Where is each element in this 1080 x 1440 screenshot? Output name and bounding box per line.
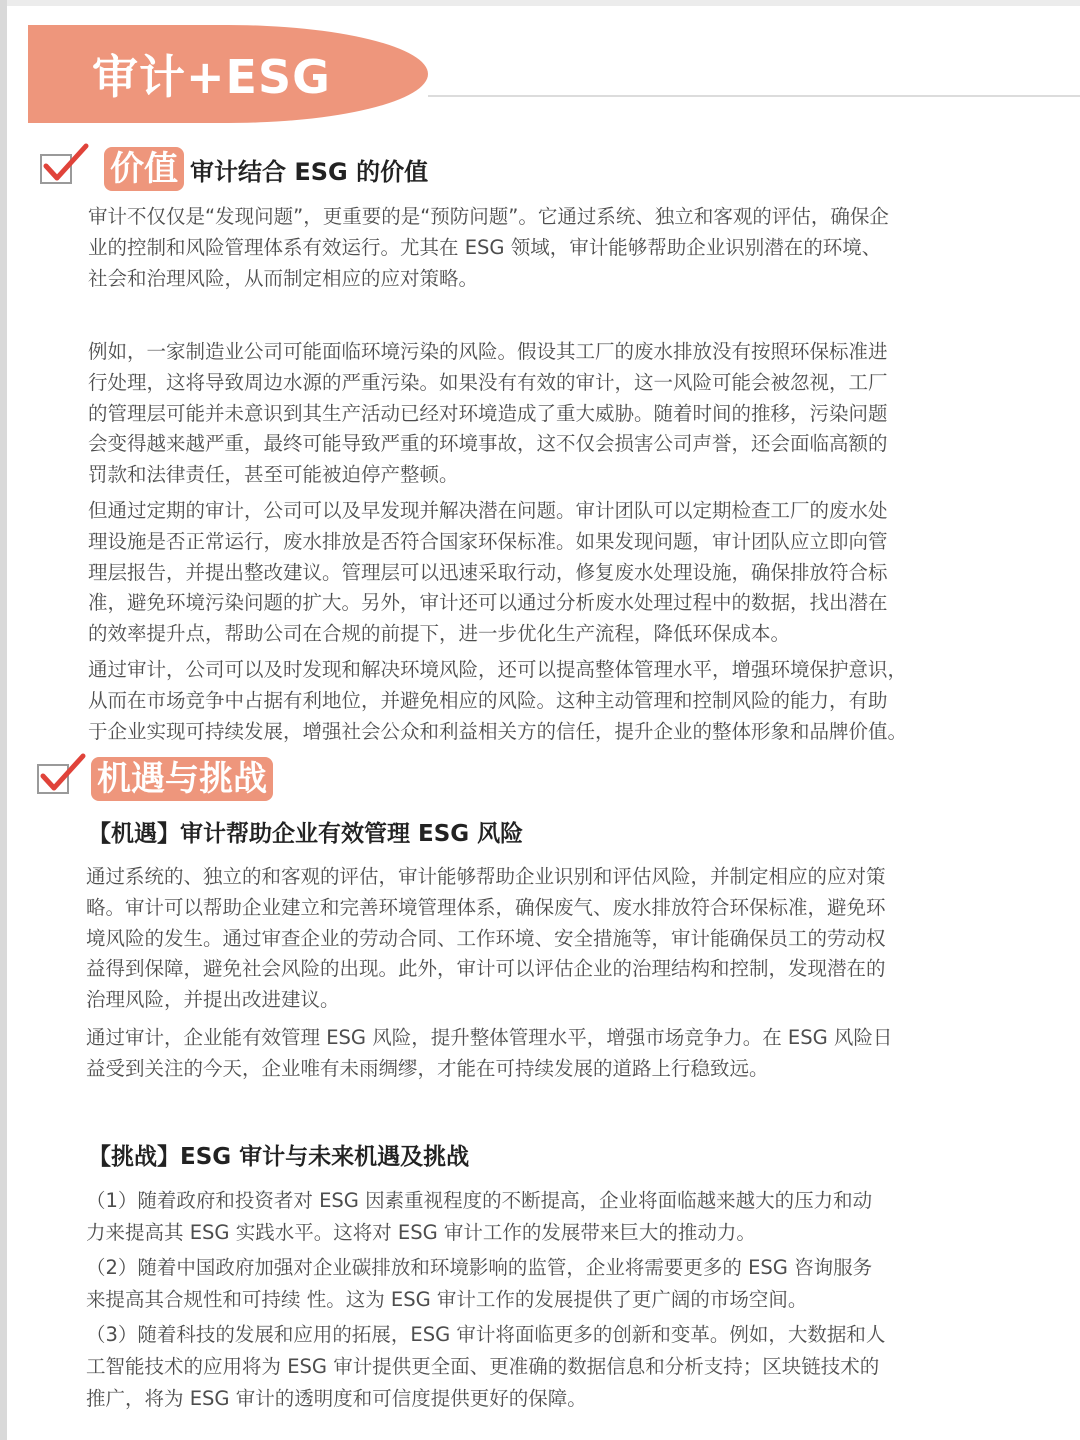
section-tag-opportunities: 机遇与挑战	[91, 757, 273, 801]
page-title: 审计+ESG	[92, 50, 331, 104]
page-left-edge	[0, 0, 7, 1440]
section-heading-value	[40, 147, 428, 191]
paragraph: （1）随着政府和投资者对 ESG 因素重视程度的不断提高，企业将面临越来越大的压力和动 力来提高其 ESG 实践水平。这将对 ESG 审计工作的发展带来巨大的推动力。	[86, 1189, 873, 1244]
paragraph: （2）随着中国政府加强对企业碳排放和环境影响的监管，企业将需要更多的 ESG 咨询服务 来提高其合规性和可持续 性。这为 ESG 审计工作的发展提供了更广阔的市场空间。	[86, 1256, 873, 1311]
paragraph: 审计不仅仅是“发现问题”，更重要的是“预防问题”。它通过系统、独立和客观的评估，确保企 业的控制和风险管理体系有效运行。尤其在 ESG 领域，审计能够帮助企业识别潜在的环境、 社会和治理风险，从而制定相应的应对策略。	[88, 205, 889, 290]
paragraph: 但通过定期的审计，公司可以及早发现并解决潜在问题。审计团队可以定期检查工厂的废水处 理设施是否正常运行，废水排放是否符合国家环保标准。如果发现问题，审计团队应立即向管 理层报告，并提出整改建议。管理层可以迅速采取行动，修复废水处理设施，确保排放符合标 准，避免环境污染问题的扩大。另外，审计还可以通过分析废水处理过程中的数据，找出潜在 的效率提升点，帮助公司在合规的前提下，进一步优化生产流程，降低环保成本。	[88, 499, 888, 646]
section-heading-opportunities	[37, 757, 273, 801]
section-tag-value: 价值	[104, 147, 184, 191]
title-divider	[428, 95, 1080, 97]
paragraph: 例如，一家制造业公司可能面临环境污染的风险。假设其工厂的废水排放没有按照环保标准进 行处理，这将导致周边水源的严重污染。如果没有有效的审计，这一风险可能会被忽视，工厂 的管理层可能并未意识到其生产活动已经对环境造成了重大威胁。随着时间的推移，污染问题 会变得越来越严重，最终可能导致严重的环境事故，这不仅会损害公司声誉，还会面临高额的 罚款和法律责任，甚至可能被迫停产整顿。	[88, 340, 888, 487]
checkbox-checked-icon	[37, 764, 69, 794]
paragraph: 通过审计，企业能有效管理 ESG 风险，提升整体管理水平，增强市场竞争力。在 ESG 风险日 益受到关注的今天，企业唯有未雨绸缪，才能在可持续发展的道路上行稳致远。	[86, 1026, 893, 1080]
page-top-edge	[0, 0, 1080, 6]
title-banner	[28, 25, 428, 123]
section-subtitle: 审计结合 ESG 的价值	[190, 157, 429, 186]
checkbox-checked-icon	[40, 154, 72, 184]
opportunity-heading: 【机遇】审计帮助企业有效管理 ESG 风险	[88, 821, 524, 847]
paragraph: 通过系统的、独立的和客观的评估，审计能够帮助企业识别和评估风险，并制定相应的应对策 略。审计可以帮助企业建立和完善环境管理体系，确保废气、废水排放符合环保标准，避免环 境风险的发生。通过审查企业的劳动合同、工作环境、安全措施等，审计能确保员工的劳动权 益得到保障，避免社会风险的出现。此外，审计可以评估企业的治理结构和控制，发现潜在的 治理风险，并提出改进建议。	[86, 865, 886, 1012]
paragraph: 通过审计，公司可以及时发现和解决环境风险，还可以提高整体管理水平，增强环境保护意识， 从而在市场竞争中占据有利地位，并避免相应的风险。这种主动管理和控制风险的能力，有助 于企业实现可持续发展，增强社会公众和利益相关方的信任，提升企业的整体形象和品牌价值。	[88, 658, 908, 743]
paragraph: （3）随着科技的发展和应用的拓展，ESG 审计将面临更多的创新和变革。例如，大数据和人 工智能技术的应用将为 ESG 审计提供更全面、更准确的数据信息和分析支持；区块链技术的 推广，将为 ESG 审计的透明度和可信度提供更好的保障。	[86, 1323, 886, 1410]
challenge-heading: 【挑战】ESG 审计与未来机遇及挑战	[88, 1144, 470, 1170]
